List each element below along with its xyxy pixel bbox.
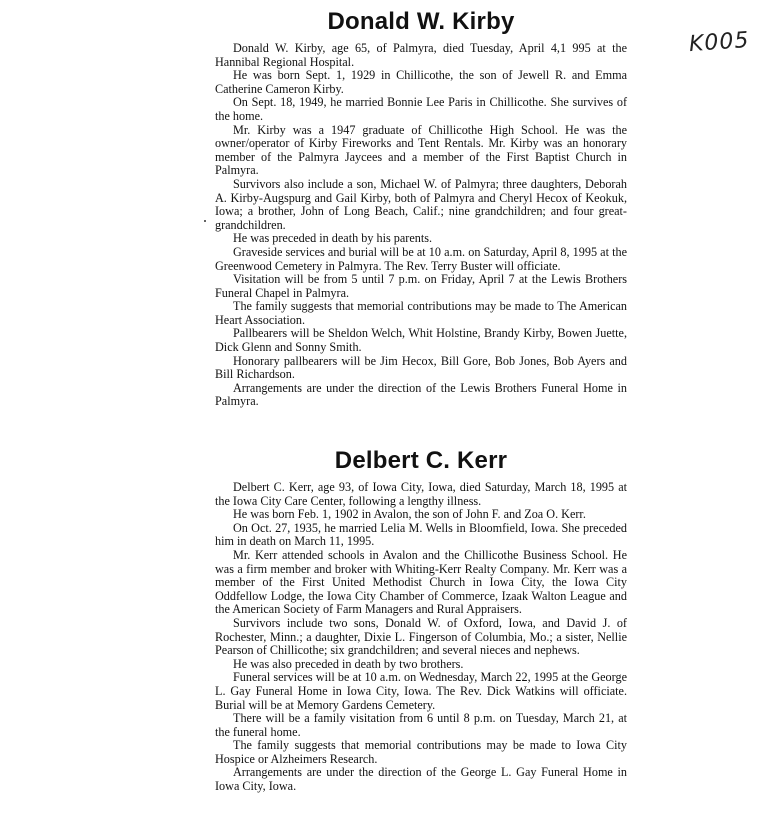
obituary-paragraph: The family suggests that memorial contributions may be made to Iowa City Hospice or Alzheimers Research. (215, 738, 627, 766)
obituary-kirby (215, 8, 627, 409)
obituary-paragraph: Survivors include two sons, Donald W. of Oxford, Iowa, and David J. of Rochester, Minn.; a daughter, Dixie L. Fingerson of Columbia, Mo.; a sister, Nellie Pearson of Chillicothe; six grandchildren; and several nieces and nephews. (215, 615, 627, 658)
obituary-paragraph: Graveside services and burial will be at 10 a.m. on Saturday, April 8, 1995 at the Greenwood Cemetery in Palmyra. The Rev. Terry Buster will officiate. (215, 244, 627, 273)
obituary-paragraph: Funeral services will be at 10 a.m. on Wednesday, March 22, 1995 at the George L. Gay Funeral Home in Iowa City, Iowa. The Rev. Dick Watkins will officiate. Burial will be at Memory Gardens Cemetery. (215, 670, 627, 712)
scan-speck (204, 220, 206, 222)
obituary-headline: Donald W. Kirby (327, 8, 515, 35)
obituary-paragraph: Pallbearers will be Sheldon Welch, Whit Holstine, Brandy Kirby, Bowen Juette, Dick Glenn and Sonny Smith. (215, 326, 627, 355)
obituary-paragraph: He was preceded in death by his parents. (233, 231, 432, 246)
obituary-headline: Delbert C. Kerr (334, 447, 508, 474)
obituary-paragraph: Honorary pallbearers will be Jim Hecox, Bill Gore, Bob Jones, Bob Ayers and Bill Richardson. (215, 353, 627, 382)
obituary-paragraph: Mr. Kirby was a 1947 graduate of Chillicothe High School. He was the owner/operator of Kirby Fireworks and Tent Rentals. Mr. Kirby was an honorary member of the Palmyra Jaycees and a member of the First Baptist Church in Palmyra. (215, 122, 627, 178)
obituary-paragraph: Survivors also include a son, Michael W. of Palmyra; three daughters, Deborah A. Kirby-Augspurg and Gail Kirby, both of Palmyra and Cheryl Hecox of Keokuk, Iowa; a brother, John of Long Beach, Calif.; nine grandchildren; and four great-grandchildren. (215, 176, 627, 232)
obituary-kerr (215, 447, 627, 794)
obituary-paragraph: On Oct. 27, 1935, he married Lelia M. Wells in Bloomfield, Iowa. She preceded him in death on March 11, 1995. (215, 520, 627, 549)
obituary-paragraph: Arrangements are under the direction of the Lewis Brothers Funeral Home in Palmyra. (215, 380, 627, 409)
obituary-paragraph: Mr. Kerr attended schools in Avalon and the Chillicothe Business School. He was a firm member and broker with Whiting-Kerr Realty Company. Mr. Kerr was a member of the First United Methodist Church in Iowa City, the Iowa City Oddfellow Lodge, the Iowa City Chamber of Commerce, Izaak Walton League and the American Society of Farm Managers and Rural Appraisers. (215, 547, 627, 617)
obituary-paragraph: Delbert C. Kerr, age 93, of Iowa City, Iowa, died Saturday, March 18, 1995 at the Iowa City Care Center, following a lengthy illness. (215, 480, 627, 508)
handwritten-annotation: K005 (688, 27, 751, 58)
obituary-paragraph: There will be a family visitation from 6 until 8 p.m. on Tuesday, March 21, at the funeral home. (215, 711, 627, 739)
obituary-paragraph: On Sept. 18, 1949, he married Bonnie Lee Paris in Chillicothe. She survives of the home. (215, 95, 627, 123)
obituary-paragraph: He was born Feb. 1, 1902 in Avalon, the son of John F. and Zoa O. Kerr. (233, 507, 586, 522)
obituary-paragraph: He was also preceded in death by two brothers. (233, 656, 464, 671)
obituary-paragraph: He was born Sept. 1, 1929 in Chillicothe, the son of Jewell R. and Emma Catherine Cameron Kirby. (215, 68, 627, 96)
obituary-paragraph: Visitation will be from 5 until 7 p.m. on Friday, April 7 at the Lewis Brothers Funeral Chapel in Palmyra. (215, 272, 627, 300)
obituary-paragraph: Arrangements are under the direction of the George L. Gay Funeral Home in Iowa City, Iowa. (215, 765, 627, 794)
obituary-paragraph: Donald W. Kirby, age 65, of Palmyra, died Tuesday, April 4,1 995 at the Hannibal Regional Hospital. (215, 41, 627, 69)
obituary-paragraph: The family suggests that memorial contributions may be made to The American Heart Association. (215, 299, 627, 327)
